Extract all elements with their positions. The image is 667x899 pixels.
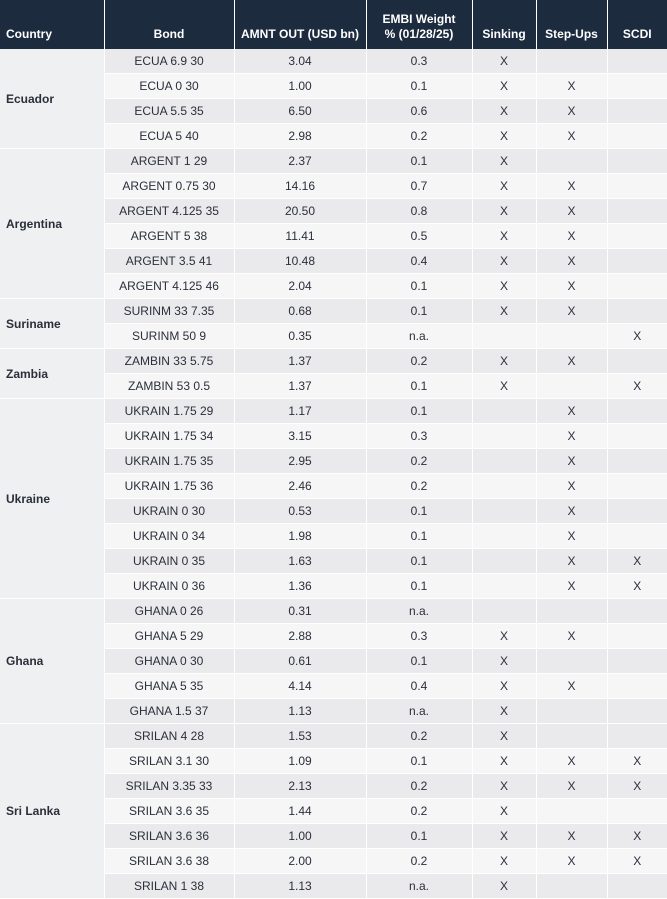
header-bond: Bond — [104, 0, 234, 49]
scdi-cell — [607, 874, 667, 899]
table-row — [0, 724, 667, 749]
amnt-out-cell: 0.31 — [234, 599, 366, 624]
amnt-out-cell: 3.15 — [234, 424, 366, 449]
step-ups-cell — [536, 599, 607, 624]
table-row — [0, 149, 667, 174]
step-ups-cell — [536, 49, 607, 74]
header-amnt-out: AMNT OUT (USD bn) — [234, 0, 366, 49]
embi-weight-cell: 0.3 — [366, 624, 472, 649]
step-ups-cell: X — [536, 74, 607, 99]
scdi-cell: X — [607, 849, 667, 874]
amnt-out-cell: 1.13 — [234, 874, 366, 899]
scdi-cell — [607, 224, 667, 249]
bond-cell: ECUA 5.5 35 — [104, 99, 234, 124]
step-ups-cell: X — [536, 124, 607, 149]
scdi-cell — [607, 349, 667, 374]
embi-weight-cell: 0.1 — [366, 149, 472, 174]
scdi-cell: X — [607, 324, 667, 349]
step-ups-cell — [536, 149, 607, 174]
step-ups-cell — [536, 374, 607, 399]
table-row — [0, 349, 667, 374]
embi-weight-cell: n.a. — [366, 324, 472, 349]
amnt-out-cell: 1.37 — [234, 374, 366, 399]
step-ups-cell — [536, 324, 607, 349]
step-ups-cell: X — [536, 574, 607, 599]
scdi-cell — [607, 424, 667, 449]
scdi-cell — [607, 699, 667, 724]
step-ups-cell: X — [536, 449, 607, 474]
bond-cell: GHANA 5 29 — [104, 624, 234, 649]
amnt-out-cell: 10.48 — [234, 249, 366, 274]
country-cell: Suriname — [0, 299, 104, 349]
sinking-cell: X — [472, 749, 536, 774]
amnt-out-cell: 0.61 — [234, 649, 366, 674]
embi-weight-cell: n.a. — [366, 599, 472, 624]
sinking-cell: X — [472, 674, 536, 699]
step-ups-cell: X — [536, 299, 607, 324]
country-cell: Ghana — [0, 599, 104, 724]
amnt-out-cell: 6.50 — [234, 99, 366, 124]
embi-weight-cell: 0.1 — [366, 649, 472, 674]
step-ups-cell — [536, 874, 607, 899]
sinking-cell — [472, 574, 536, 599]
bond-cell: SRILAN 3.6 35 — [104, 799, 234, 824]
amnt-out-cell: 2.13 — [234, 774, 366, 799]
country-cell: Argentina — [0, 149, 104, 299]
embi-weight-cell: 0.2 — [366, 849, 472, 874]
scdi-cell: X — [607, 374, 667, 399]
header-scdi: SCDI — [607, 0, 667, 49]
step-ups-cell — [536, 724, 607, 749]
embi-weight-cell: n.a. — [366, 874, 472, 899]
sinking-cell — [472, 499, 536, 524]
bond-cell: SRILAN 4 28 — [104, 724, 234, 749]
amnt-out-cell: 1.00 — [234, 74, 366, 99]
scdi-cell — [607, 649, 667, 674]
scdi-cell: X — [607, 749, 667, 774]
bond-cell: SRILAN 3.35 33 — [104, 774, 234, 799]
sinking-cell: X — [472, 799, 536, 824]
scdi-cell — [607, 474, 667, 499]
bond-cell: SURINM 33 7.35 — [104, 299, 234, 324]
amnt-out-cell: 2.37 — [234, 149, 366, 174]
scdi-cell — [607, 299, 667, 324]
header-embi-line2: % (01/28/25) — [384, 27, 454, 41]
amnt-out-cell: 2.00 — [234, 849, 366, 874]
scdi-cell — [607, 799, 667, 824]
embi-weight-cell: 0.6 — [366, 99, 472, 124]
step-ups-cell — [536, 649, 607, 674]
scdi-cell — [607, 449, 667, 474]
step-ups-cell: X — [536, 174, 607, 199]
table-row — [0, 49, 667, 74]
scdi-cell — [607, 624, 667, 649]
header-embi-line1: EMBI Weight — [382, 12, 456, 26]
amnt-out-cell: 2.88 — [234, 624, 366, 649]
sinking-cell: X — [472, 149, 536, 174]
bond-cell: UKRAIN 1.75 35 — [104, 449, 234, 474]
scdi-cell — [607, 74, 667, 99]
sinking-cell — [472, 324, 536, 349]
amnt-out-cell: 14.16 — [234, 174, 366, 199]
sinking-cell — [472, 474, 536, 499]
bond-cell: ECUA 0 30 — [104, 74, 234, 99]
table-row — [0, 299, 667, 324]
embi-weight-cell: 0.1 — [366, 499, 472, 524]
header-country: Country — [0, 0, 104, 49]
embi-weight-cell: 0.7 — [366, 174, 472, 199]
step-ups-cell: X — [536, 674, 607, 699]
sinking-cell: X — [472, 199, 536, 224]
sinking-cell: X — [472, 124, 536, 149]
sinking-cell: X — [472, 274, 536, 299]
amnt-out-cell: 2.04 — [234, 274, 366, 299]
embi-weight-cell: 0.2 — [366, 474, 472, 499]
amnt-out-cell: 1.09 — [234, 749, 366, 774]
scdi-cell — [607, 174, 667, 199]
embi-weight-cell: 0.8 — [366, 199, 472, 224]
sinking-cell: X — [472, 724, 536, 749]
step-ups-cell: X — [536, 274, 607, 299]
bond-cell: SRILAN 3.6 38 — [104, 849, 234, 874]
sinking-cell: X — [472, 49, 536, 74]
bond-cell: ARGENT 3.5 41 — [104, 249, 234, 274]
bond-cell: UKRAIN 0 30 — [104, 499, 234, 524]
sinking-cell: X — [472, 824, 536, 849]
bond-cell: SURINM 50 9 — [104, 324, 234, 349]
bond-cell: UKRAIN 0 36 — [104, 574, 234, 599]
sinking-cell: X — [472, 224, 536, 249]
step-ups-cell: X — [536, 749, 607, 774]
embi-weight-cell: 0.2 — [366, 774, 472, 799]
header-sinking: Sinking — [472, 0, 536, 49]
step-ups-cell: X — [536, 624, 607, 649]
bond-cell: UKRAIN 1.75 36 — [104, 474, 234, 499]
bond-cell: UKRAIN 0 34 — [104, 524, 234, 549]
embi-weight-cell: 0.1 — [366, 74, 472, 99]
sinking-cell: X — [472, 299, 536, 324]
amnt-out-cell: 2.98 — [234, 124, 366, 149]
table-row — [0, 599, 667, 624]
amnt-out-cell: 1.00 — [234, 824, 366, 849]
embi-weight-cell: 0.2 — [366, 449, 472, 474]
sinking-cell: X — [472, 624, 536, 649]
embi-weight-cell: 0.3 — [366, 49, 472, 74]
sinking-cell: X — [472, 374, 536, 399]
country-cell: Zambia — [0, 349, 104, 399]
embi-weight-cell: 0.2 — [366, 724, 472, 749]
bond-cell: SRILAN 3.6 36 — [104, 824, 234, 849]
amnt-out-cell: 0.35 — [234, 324, 366, 349]
amnt-out-cell: 1.36 — [234, 574, 366, 599]
bond-cell: ZAMBIN 33 5.75 — [104, 349, 234, 374]
bond-cell: ARGENT 4.125 46 — [104, 274, 234, 299]
embi-weight-cell: 0.2 — [366, 124, 472, 149]
embi-weight-cell: 0.1 — [366, 299, 472, 324]
scdi-cell — [607, 99, 667, 124]
country-cell: Ecuador — [0, 49, 104, 149]
country-cell: Ukraine — [0, 399, 104, 599]
bond-cell: SRILAN 1 38 — [104, 874, 234, 899]
scdi-cell — [607, 724, 667, 749]
amnt-out-cell: 0.53 — [234, 499, 366, 524]
amnt-out-cell: 1.37 — [234, 349, 366, 374]
step-ups-cell: X — [536, 349, 607, 374]
sinking-cell: X — [472, 649, 536, 674]
amnt-out-cell: 11.41 — [234, 224, 366, 249]
scdi-cell: X — [607, 774, 667, 799]
sinking-cell — [472, 549, 536, 574]
amnt-out-cell: 1.17 — [234, 399, 366, 424]
embi-weight-cell: 0.1 — [366, 749, 472, 774]
bond-cell: UKRAIN 1.75 29 — [104, 399, 234, 424]
scdi-cell — [607, 524, 667, 549]
step-ups-cell: X — [536, 424, 607, 449]
embi-weight-cell: 0.4 — [366, 674, 472, 699]
step-ups-cell: X — [536, 399, 607, 424]
table-body — [0, 49, 667, 899]
bond-cell: ECUA 6.9 30 — [104, 49, 234, 74]
sinking-cell — [472, 524, 536, 549]
amnt-out-cell: 1.98 — [234, 524, 366, 549]
bond-cell: ARGENT 5 38 — [104, 224, 234, 249]
scdi-cell — [607, 124, 667, 149]
step-ups-cell: X — [536, 524, 607, 549]
embi-weight-cell: 0.1 — [366, 399, 472, 424]
step-ups-cell: X — [536, 224, 607, 249]
bond-cell: GHANA 0 30 — [104, 649, 234, 674]
header-row — [0, 0, 667, 49]
sinking-cell: X — [472, 74, 536, 99]
sinking-cell — [472, 399, 536, 424]
bond-cell: ARGENT 1 29 — [104, 149, 234, 174]
amnt-out-cell: 2.95 — [234, 449, 366, 474]
bond-cell: GHANA 0 26 — [104, 599, 234, 624]
scdi-cell — [607, 499, 667, 524]
sinking-cell: X — [472, 774, 536, 799]
sinking-cell — [472, 424, 536, 449]
step-ups-cell: X — [536, 499, 607, 524]
bond-cell: ZAMBIN 53 0.5 — [104, 374, 234, 399]
embi-weight-cell: 0.1 — [366, 574, 472, 599]
bond-cell: ARGENT 0.75 30 — [104, 174, 234, 199]
step-ups-cell — [536, 699, 607, 724]
bond-cell: SRILAN 3.1 30 — [104, 749, 234, 774]
sinking-cell: X — [472, 249, 536, 274]
step-ups-cell — [536, 799, 607, 824]
embi-weight-cell: 0.1 — [366, 374, 472, 399]
step-ups-cell: X — [536, 199, 607, 224]
sinking-cell: X — [472, 349, 536, 374]
scdi-cell — [607, 599, 667, 624]
step-ups-cell: X — [536, 824, 607, 849]
header-embi-weight — [366, 0, 472, 49]
sinking-cell — [472, 449, 536, 474]
amnt-out-cell: 1.44 — [234, 799, 366, 824]
bond-cell: GHANA 1.5 37 — [104, 699, 234, 724]
scdi-cell — [607, 399, 667, 424]
amnt-out-cell: 4.14 — [234, 674, 366, 699]
table-row — [0, 399, 667, 424]
amnt-out-cell: 1.63 — [234, 549, 366, 574]
sinking-cell: X — [472, 874, 536, 899]
bond-cell: GHANA 5 35 — [104, 674, 234, 699]
scdi-cell: X — [607, 549, 667, 574]
amnt-out-cell: 1.53 — [234, 724, 366, 749]
bond-cell: ECUA 5 40 — [104, 124, 234, 149]
sinking-cell: X — [472, 699, 536, 724]
amnt-out-cell: 1.13 — [234, 699, 366, 724]
embi-weight-cell: 0.2 — [366, 349, 472, 374]
scdi-cell — [607, 49, 667, 74]
scdi-cell: X — [607, 824, 667, 849]
step-ups-cell: X — [536, 849, 607, 874]
sinking-cell: X — [472, 99, 536, 124]
embi-weight-cell: 0.1 — [366, 524, 472, 549]
bond-cell: UKRAIN 1.75 34 — [104, 424, 234, 449]
scdi-cell — [607, 199, 667, 224]
amnt-out-cell: 3.04 — [234, 49, 366, 74]
sinking-cell: X — [472, 849, 536, 874]
embi-weight-cell: 0.2 — [366, 799, 472, 824]
scdi-cell — [607, 249, 667, 274]
embi-weight-cell: 0.1 — [366, 824, 472, 849]
embi-weight-cell: 0.5 — [366, 224, 472, 249]
embi-weight-cell: 0.4 — [366, 249, 472, 274]
amnt-out-cell: 0.68 — [234, 299, 366, 324]
scdi-cell — [607, 274, 667, 299]
header-step-ups: Step-Ups — [536, 0, 607, 49]
embi-weight-cell: 0.1 — [366, 549, 472, 574]
scdi-cell: X — [607, 574, 667, 599]
bond-cell: UKRAIN 0 35 — [104, 549, 234, 574]
amnt-out-cell: 20.50 — [234, 199, 366, 224]
sinking-cell: X — [472, 174, 536, 199]
embi-weight-cell: 0.1 — [366, 274, 472, 299]
step-ups-cell: X — [536, 774, 607, 799]
country-cell: Sri Lanka — [0, 724, 104, 899]
bond-cell: ARGENT 4.125 35 — [104, 199, 234, 224]
amnt-out-cell: 2.46 — [234, 474, 366, 499]
embi-weight-cell: n.a. — [366, 699, 472, 724]
scdi-cell — [607, 149, 667, 174]
step-ups-cell: X — [536, 549, 607, 574]
step-ups-cell: X — [536, 249, 607, 274]
sinking-cell — [472, 599, 536, 624]
scdi-cell — [607, 674, 667, 699]
step-ups-cell: X — [536, 474, 607, 499]
step-ups-cell: X — [536, 99, 607, 124]
embi-weight-cell: 0.3 — [366, 424, 472, 449]
